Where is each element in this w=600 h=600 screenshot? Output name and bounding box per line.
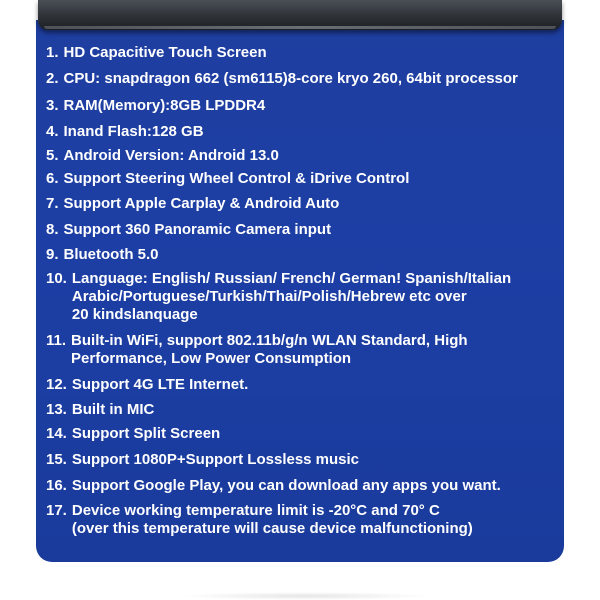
spec-text: Inand Flash:128 GB (63, 123, 204, 140)
spec-item (36, 376, 564, 394)
spec-number: 9. (46, 246, 59, 263)
spec-item (36, 147, 564, 165)
spec-text: RAM(Memory):8GB LPDDR4 (63, 97, 266, 114)
spec-item (36, 401, 564, 419)
spec-text: Support 4G LTE Internet. (71, 376, 249, 393)
product-shadow (180, 592, 430, 600)
spec-text: Built-in WiFi, support 802.11b/g/n WLAN Standard, High Performance, Low Power Consumption (71, 332, 468, 367)
spec-text: Support Split Screen (71, 425, 221, 442)
spec-number: 15. (46, 451, 67, 468)
spec-number: 4. (46, 123, 59, 140)
spec-number: 17. (46, 502, 67, 519)
spec-number: 5. (46, 147, 59, 164)
spec-text: Language: English/ Russian/ French/ German! Spanish/Italian Arabic/Portuguese/Turkish/Thai/Polish/Hebrew etc over 20 kindslanquage (71, 270, 512, 323)
spec-number: 12. (46, 376, 67, 393)
spec-item (36, 451, 564, 469)
spec-text: Built in MIC (71, 401, 155, 418)
spec-number: 6. (46, 170, 59, 187)
spec-text: Android Version: Android 13.0 (63, 147, 279, 164)
spec-text: CPU: snapdragon 662 (sm6115)8-core kryo 260, 64bit processor (63, 70, 518, 87)
spec-item (36, 70, 564, 88)
spec-number: 1. (46, 44, 59, 61)
spec-text: Support 360 Panoramic Camera input (63, 221, 332, 238)
spec-item (36, 246, 564, 264)
spec-item (36, 332, 564, 368)
device-edge-highlight (44, 26, 556, 29)
spec-item (36, 221, 564, 239)
spec-number: 13. (46, 401, 67, 418)
spec-item (36, 502, 564, 538)
spec-text: Support Apple Carplay & Android Auto (63, 195, 340, 212)
spec-item (36, 170, 564, 188)
spec-item (36, 97, 564, 115)
spec-text: Support Google Play, you can download any apps you want. (71, 477, 501, 494)
spec-number: 3. (46, 97, 59, 114)
spec-text: Device working temperature limit is -20°C and 70° C (over this temperature will cause device malfunctioning) (71, 502, 473, 537)
spec-item (36, 44, 564, 62)
spec-number: 16. (46, 477, 67, 494)
spec-text: Bluetooth 5.0 (63, 246, 159, 263)
spec-number: 14. (46, 425, 67, 442)
spec-item (36, 425, 564, 443)
spec-number: 2. (46, 70, 59, 87)
spec-item (36, 270, 564, 324)
spec-number: 7. (46, 195, 59, 212)
spec-item (36, 477, 564, 495)
spec-text: HD Capacitive Touch Screen (63, 44, 267, 61)
spec-number: 11. (46, 332, 67, 349)
spec-text: Support 1080P+Support Lossless music (71, 451, 360, 468)
spec-item (36, 195, 564, 213)
spec-number: 8. (46, 221, 59, 238)
spec-text: Support Steering Wheel Control & iDrive Control (63, 170, 410, 187)
spec-number: 10. (46, 270, 67, 287)
spec-item (36, 123, 564, 141)
